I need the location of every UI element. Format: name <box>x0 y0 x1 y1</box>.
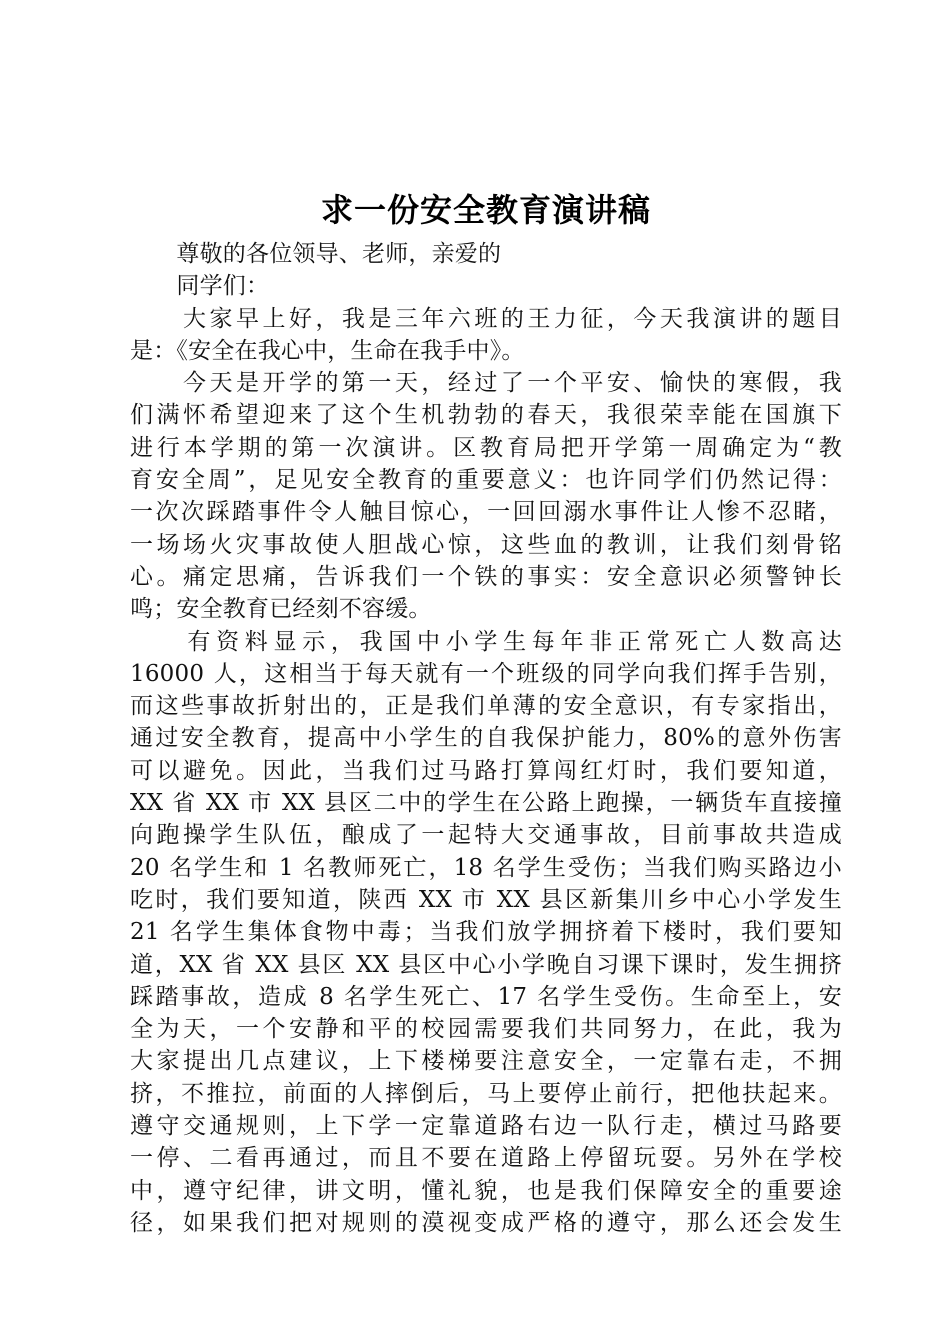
speech-line: 而这些事故折射出的，正是我们单薄的安全意识，有专家指出， <box>130 693 842 720</box>
speech-line: 一次次踩踏事件令人触目惊心，一回回溺水事件让人惨不忍睹， <box>130 499 842 526</box>
speech-line: 踩踏事故，造成 8 名学生死亡、17 名学生受伤。生命至上，安 <box>130 983 842 1010</box>
speech-line: 径，如果我们把对规则的漠视变成严格的遵守，那么还会发生 <box>130 1209 842 1236</box>
speech-line: 心。痛定思痛，告诉我们一个铁的事实：安全意识必须警钟长 <box>130 563 842 590</box>
speech-line: 20 名学生和 1 名教师死亡，18 名学生受伤；当我们购买路边小 <box>130 854 842 881</box>
speech-line: 可以避免。因此，当我们过马路打算闯红灯时，我们要知道， <box>130 757 842 784</box>
speech-line: XX 省 XX 市 XX 县区二中的学生在公路上跑操，一辆货车直接撞 <box>130 790 842 817</box>
speech-body <box>130 238 842 1239</box>
speech-line: 育安全周”，足见安全教育的重要意义：也许同学们仍然记得： <box>130 467 842 494</box>
speech-line: 进行本学期的第一次演讲。区教育局把开学第一周确定为“教 <box>130 434 842 461</box>
speech-line: 全为天，一个安静和平的校园需要我们共同努力，在此，我为 <box>130 1016 842 1043</box>
speech-line: 21 名学生集体食物中毒；当我们放学拥挤着下楼时，我们要知 <box>130 919 842 946</box>
document-page <box>130 188 842 1239</box>
speech-line: 16000 人，这相当于每天就有一个班级的同学向我们挥手告别， <box>130 660 842 687</box>
speech-line: 鸣；安全教育已经刻不容缓。 <box>130 596 432 623</box>
speech-line: 遵守交通规则，上下学一定靠道路右边一队行走，横过马路要 <box>130 1113 842 1140</box>
speech-line: 道，XX 省 XX 县区 XX 县区中心小学晚自习课下课时，发生拥挤 <box>130 951 842 978</box>
speech-line: 中，遵守纪律，讲文明，懂礼貌，也是我们保障安全的重要途 <box>130 1177 842 1204</box>
speech-line: 通过安全教育，提高中小学生的自我保护能力，80%的意外伤害 <box>130 725 842 752</box>
speech-line: 是：《安全在我心中，生命在我手中》。 <box>130 337 525 364</box>
speech-line: 今天是开学的第一天，经过了一个平安、愉快的寒假，我 <box>130 370 842 397</box>
speech-line: 吃时，我们要知道，陕西 XX 市 XX 县区新集川乡中心小学发生 <box>130 886 842 913</box>
document-title: 求一份安全教育演讲稿 <box>320 191 651 229</box>
speech-line: 向跑操学生队伍，酿成了一起特大交通事故，目前事故共造成 <box>130 822 842 849</box>
speech-line: 同学们： <box>130 273 270 300</box>
speech-line: 大家早上好，我是三年六班的王力征，今天我演讲的题目 <box>130 305 842 332</box>
speech-line: 一场场火灾事故使人胆战心惊，这些血的教训，让我们刻骨铭 <box>130 531 842 558</box>
speech-line: 尊敬的各位领导、老师，亲爱的 <box>130 241 502 267</box>
speech-line: 一停、二看再通过，而且不要在道路上停留玩耍。另外在学校 <box>130 1145 842 1172</box>
speech-line: 们满怀希望迎来了这个生机勃勃的春天，我很荣幸能在国旗下 <box>130 402 842 429</box>
speech-line: 挤，不推拉，前面的人摔倒后，马上要停止前行，把他扶起来。 <box>130 1080 842 1107</box>
speech-line: 大家提出几点建议，上下楼梯要注意安全，一定靠右走，不拥 <box>130 1048 842 1075</box>
speech-line: 有资料显示，我国中小学生每年非正常死亡人数高达 <box>130 628 842 655</box>
